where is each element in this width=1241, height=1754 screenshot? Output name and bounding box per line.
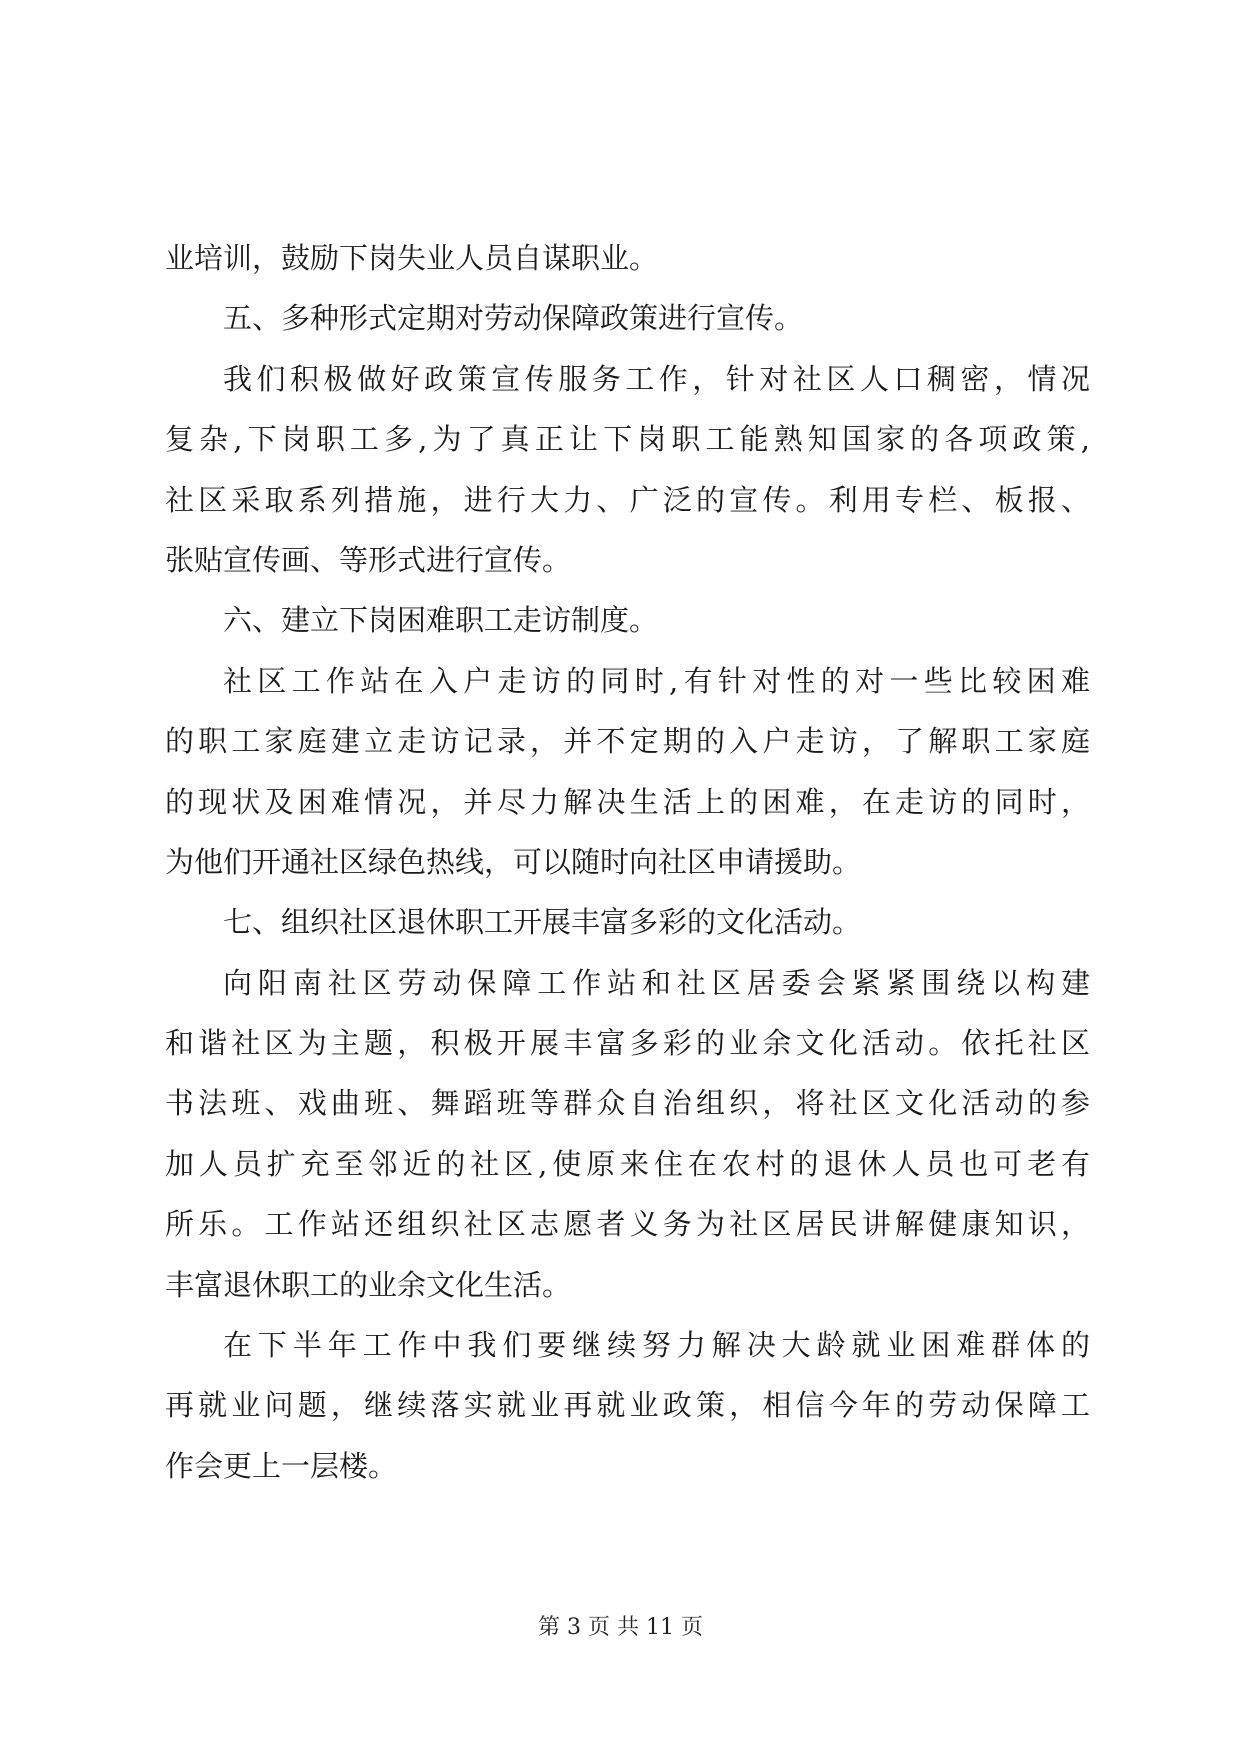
text-line: 在下半年工作中我们要继续努力解决大龄就业困难群体的 xyxy=(223,1328,1090,1363)
page-footer: 第 3 页 共 11 页 xyxy=(538,1615,703,1640)
text-line: 向阳南社区劳动保障工作站和社区居委会紧紧围绕以构建 xyxy=(223,965,1090,1000)
text-line: 作会更上一层楼。 xyxy=(165,1448,398,1483)
document-body xyxy=(165,228,1090,1496)
text-line: 社区采取系列措施，进行大力、广泛的宣传。利用专栏、板报、 xyxy=(165,482,1090,517)
text-line: 五、多种形式定期对劳动保障政策进行宣传。 xyxy=(223,301,804,336)
text-line: 为他们开通社区绿色热线，可以随时向社区申请援助。 xyxy=(165,844,862,879)
text-line: 社区工作站在入户走访的同时,有针对性的对一些比较困难 xyxy=(223,663,1090,698)
text-line: 丰富退休职工的业余文化生活。 xyxy=(165,1267,572,1302)
text-line: 张贴宣传画、等形式进行宣传。 xyxy=(165,542,572,577)
text-line: 和谐社区为主题，积极开展丰富多彩的业余文化活动。依托社区 xyxy=(165,1026,1090,1061)
text-line: 所乐。工作站还组织社区志愿者义务为社区居民讲解健康知识， xyxy=(165,1207,1090,1242)
text-line: 加人员扩充至邻近的社区,使原来住在农村的退休人员也可老有 xyxy=(165,1146,1090,1181)
text-line: 的职工家庭建立走访记录，并不定期的入户走访，了解职工家庭 xyxy=(165,724,1090,759)
text-line: 我们积极做好政策宣传服务工作，针对社区人口稠密，情况 xyxy=(223,361,1090,396)
text-line: 六、建立下岗困难职工走访制度。 xyxy=(223,603,659,638)
text-line: 书法班、戏曲班、舞蹈班等群众自治组织，将社区文化活动的参 xyxy=(165,1086,1090,1121)
text-line: 再就业问题，继续落实就业再就业政策，相信今年的劳动保障工 xyxy=(165,1388,1090,1423)
text-line: 的现状及困难情况，并尽力解决生活上的困难，在走访的同时， xyxy=(165,784,1090,819)
text-line: 业培训，鼓励下岗失业人员自谋职业。 xyxy=(165,241,659,275)
text-line: 复杂,下岗职工多,为了真正让下岗职工能熟知国家的各项政策, xyxy=(165,422,1090,457)
text-line: 七、组织社区退休职工开展丰富多彩的文化活动。 xyxy=(223,905,862,940)
